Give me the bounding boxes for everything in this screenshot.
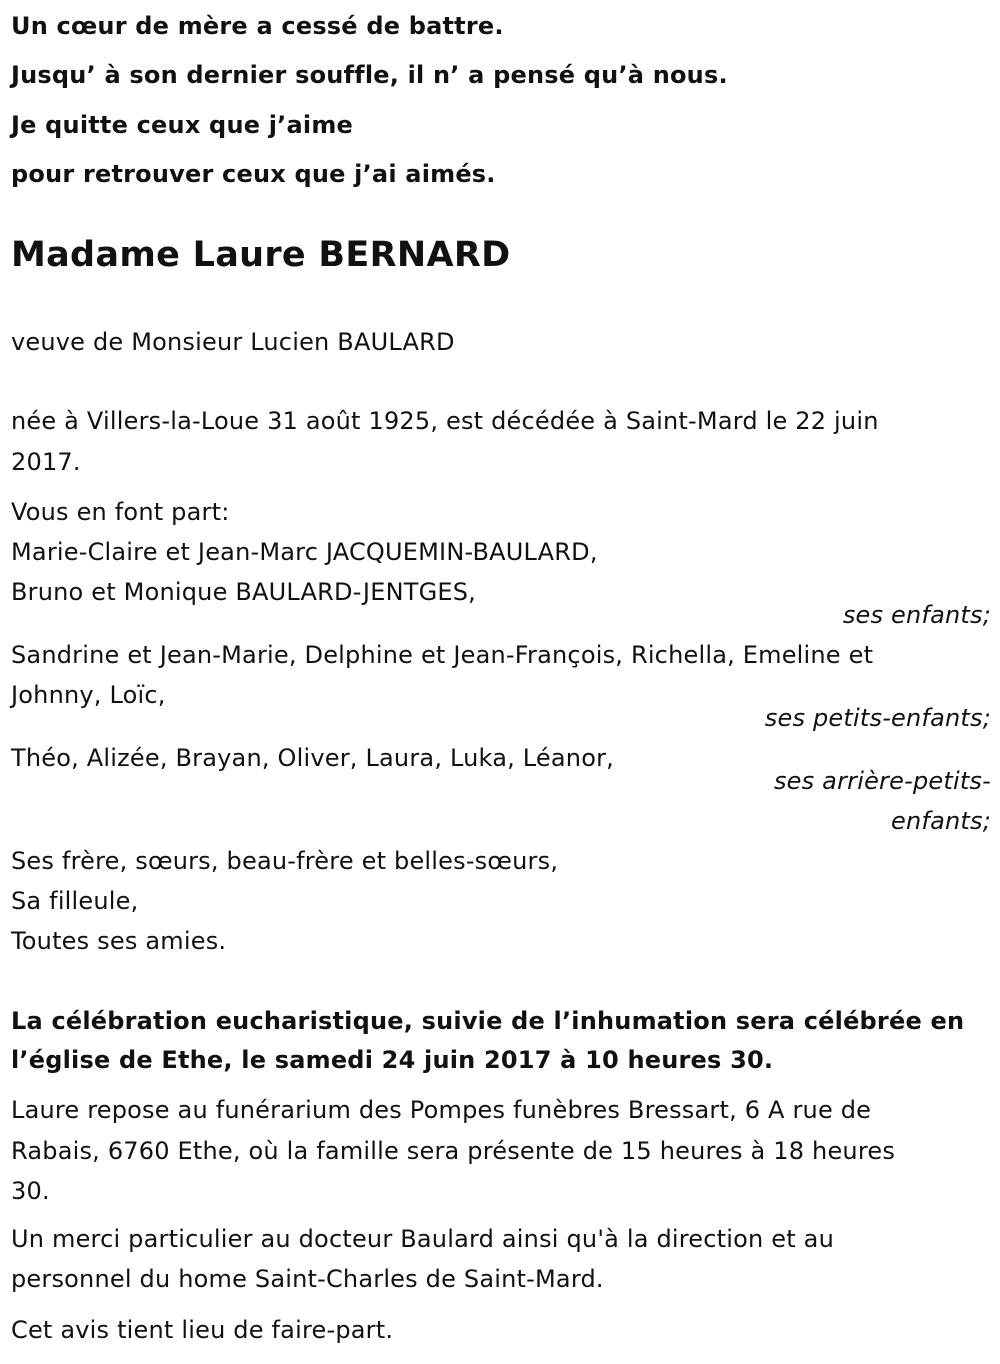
poem-line-3: Je quitte ceux que j’aime: [11, 111, 354, 139]
others-line-1: Ses frère, sœurs, beau-frère et belles-sœurs,: [11, 847, 559, 875]
children-label: ses enfants;: [842, 601, 991, 629]
others-line-2: Sa filleule,: [11, 887, 139, 915]
birth-death-line-1: née à Villers-la-Loue 31 août 1925, est décédée à Saint-Mard le 22 juin: [11, 407, 879, 435]
child-line-1: Marie-Claire et Jean-Marc JACQUEMIN-BAULARD,: [11, 538, 598, 566]
thanks-line-2: personnel du home Saint-Charles de Saint-Mard.: [11, 1265, 604, 1293]
spouse-line: veuve de Monsieur Lucien BAULARD: [11, 328, 455, 356]
birth-death-line-2: 2017.: [11, 448, 81, 476]
visitation-line-3: 30.: [11, 1177, 50, 1205]
poem-line-1: Un cœur de mère a cessé de battre.: [11, 12, 504, 40]
deceased-name: Madame Laure BERNARD: [11, 235, 511, 275]
great-grandchildren-label-1: ses arrière-petits-: [773, 767, 991, 795]
visitation-line-1: Laure repose au funérarium des Pompes funèbres Bressart, 6 A rue de: [11, 1096, 872, 1124]
grandchildren-line-2: Johnny, Loïc,: [11, 681, 166, 709]
closing-line: Cet avis tient lieu de faire-part.: [11, 1316, 394, 1344]
ceremony-line-2: l’église de Ethe, le samedi 24 juin 2017 à 10 heures 30.: [11, 1046, 774, 1074]
announcement-intro: Vous en font part:: [11, 498, 230, 526]
poem-line-2: Jusqu’ à son dernier souffle, il n’ a pensé qu’à nous.: [11, 61, 728, 89]
others-line-3: Toutes ses amies.: [11, 927, 227, 955]
great-grandchildren-label-2: enfants;: [891, 807, 991, 835]
grandchildren-line-1: Sandrine et Jean-Marie, Delphine et Jean-François, Richella, Emeline et: [11, 641, 874, 669]
grandchildren-label: ses petits-enfants;: [764, 704, 991, 732]
poem-line-4: pour retrouver ceux que j’ai aimés.: [11, 160, 496, 188]
ceremony-line-1: La célébration eucharistique, suivie de l’inhumation sera célébrée en: [11, 1007, 965, 1035]
great-grandchildren-line: Théo, Alizée, Brayan, Oliver, Laura, Luka, Léanor,: [11, 744, 614, 772]
thanks-line-1: Un merci particulier au docteur Baulard ainsi qu'à la direction et au: [11, 1225, 834, 1253]
child-line-2: Bruno et Monique BAULARD-JENTGES,: [11, 578, 477, 606]
visitation-line-2: Rabais, 6760 Ethe, où la famille sera présente de 15 heures à 18 heures: [11, 1137, 896, 1165]
